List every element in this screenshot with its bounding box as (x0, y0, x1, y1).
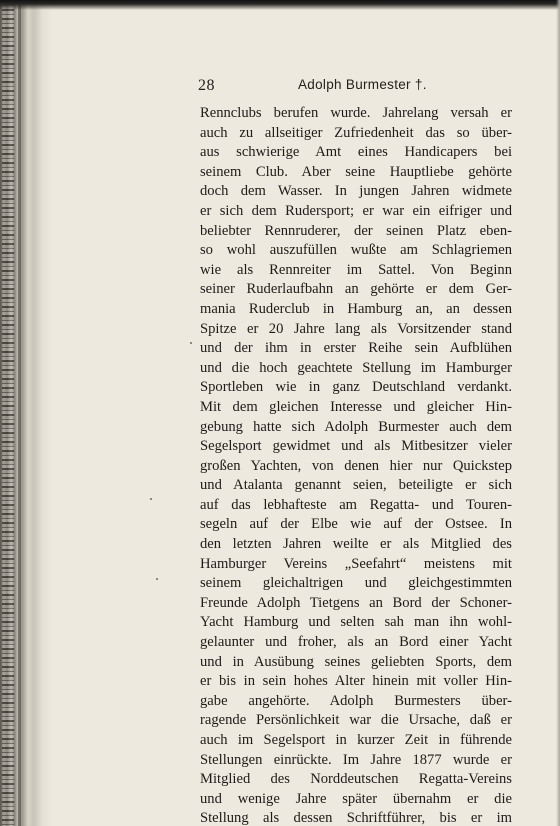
text-line: Spitze er 20 Jahre lang als Vorsitzender stand (200, 320, 512, 337)
text-line: auch im Segelsport in kurzer Zeit in führende (200, 732, 512, 748)
text-line: seinem gleichaltrigen und gleichgestimmten (200, 575, 512, 592)
text-line: Mitglied des Norddeutschen Regatta-Vereins (200, 771, 512, 788)
text-line: Hamburger Vereins „Seefahrt“ meistens mit (200, 555, 512, 572)
text-line: gabe angehörte. Adolph Burmesters über- (200, 692, 512, 709)
book-binding (0, 0, 52, 826)
text-line: Sportleben wie in ganz Deutschland verdankt. (200, 379, 512, 396)
paper-speck (150, 498, 152, 500)
right-page-edge (556, 0, 560, 826)
text-line: Freunde Adolph Tietgens an Bord der Schoner- (200, 594, 512, 611)
text-line: so wohl auszufüllen wußte am Schlagriemen (200, 242, 512, 259)
page-number: 28 (198, 77, 215, 94)
text-line: aus schwierige Amt eines Handicapers bei (200, 144, 512, 161)
text-line: und wenige Jahre später übernahm er die (200, 790, 512, 807)
text-line: auch zu allseitiger Zufriedenheit das so über- (200, 124, 512, 141)
text-line: Stellung als dessen Schriftführer, bis er im (200, 810, 512, 826)
text-line: und Atalanta genannt seien, beteiligte er sich (200, 477, 512, 494)
text-line: gebung hatte sich Adolph Burmester auch dem (200, 418, 512, 435)
top-edge-shadow (0, 0, 560, 10)
text-line: er sich dem Rudersport; er war ein eifriger und (200, 202, 512, 219)
text-line: beliebter Rennruderer, der seinen Platz eben- (200, 222, 512, 239)
text-line: den letzten Jahren weilte er als Mitglied des (200, 536, 512, 553)
text-line: seinem Club. Aber seine Hauptliebe gehörte (200, 163, 512, 180)
text-line: gelaunter und froher, als an Bord einer Yacht (200, 634, 512, 651)
text-line: und die hoch geachtete Stellung im Hamburger (200, 359, 512, 376)
text-line: Stellungen einrückte. Im Jahre 1877 wurde er (200, 751, 512, 768)
paper-speck (156, 578, 158, 580)
body-text (200, 104, 512, 826)
text-line: mania Ruderclub in Hamburg an, an dessen (200, 300, 512, 317)
text-line: auf das lebhafteste am Regatta- und Touren- (200, 496, 512, 513)
text-line: seiner Ruderlaufbahn an gehörte er dem Ger- (200, 281, 512, 298)
text-line: Yacht Hamburg und selten sah man ihn wohl- (200, 614, 512, 631)
running-head (198, 77, 518, 99)
text-line: Mit dem gleichen Interesse und gleicher Hin- (200, 398, 512, 415)
text-line: ragende Persönlichkeit war die Ursache, daß er (200, 712, 512, 729)
binding-edge (18, 0, 21, 826)
binding-stitching (2, 0, 14, 826)
text-line: und der ihm in erster Reihe sein Aufblühen (200, 340, 512, 357)
text-line: wie als Rennreiter im Sattel. Von Beginn (200, 261, 512, 278)
running-title: Adolph Burmester †. (298, 77, 427, 92)
text-line: er bis in sein hohes Alter hinein mit voller Hin- (200, 673, 512, 690)
text-line: doch dem Wasser. In jungen Jahren widmete (200, 183, 512, 200)
paper-speck (190, 342, 192, 344)
text-line: Segelsport gewidmet und als Mitbesitzer vieler (200, 438, 512, 455)
text-line: und in Ausübung seines geliebten Sports, dem (200, 653, 512, 670)
text-line: großen Yachten, von denen hier nur Quickstep (200, 457, 512, 474)
text-line: segeln auf der Elbe wie auf der Ostsee. In (200, 516, 512, 533)
text-line: Rennclubs berufen wurde. Jahrelang versah er (200, 105, 512, 121)
